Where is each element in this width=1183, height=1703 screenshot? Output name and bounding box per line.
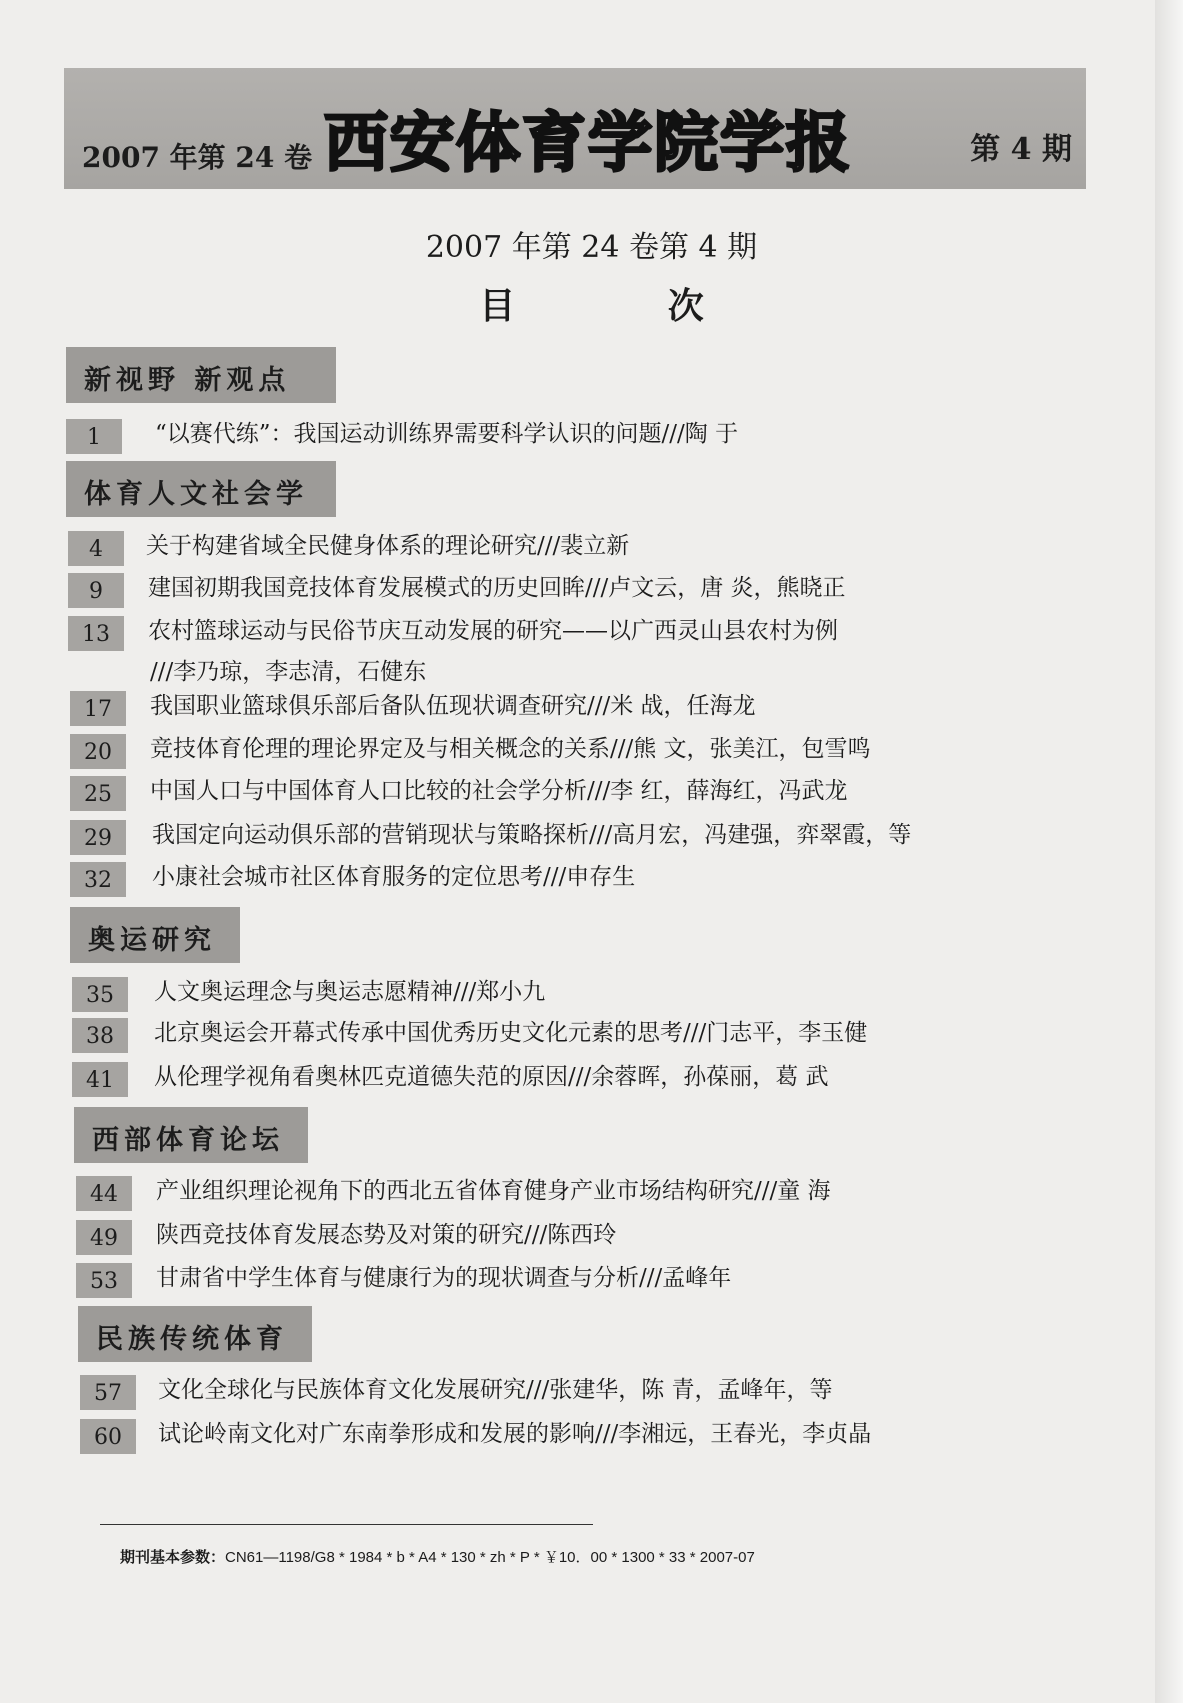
page-number: 17 [70, 691, 126, 726]
journal-title: 西安体育学院学报 [324, 106, 852, 181]
page-number: 41 [72, 1062, 128, 1097]
issue-label: 第 4 期 [970, 132, 1072, 167]
page-number: 9 [68, 573, 124, 608]
toc-entry-link[interactable]: 农村篮球运动与民俗节庆互动发展的研究——以广西灵山县农村为例 [148, 618, 838, 644]
volume-label: 2007 年第 24 卷 [82, 141, 313, 174]
footnote-rule [100, 1524, 593, 1525]
toc-entry-link[interactable]: 陕西竞技体育发展态势及对策的研究///陈西玲 [156, 1222, 617, 1248]
section-header [66, 461, 336, 517]
toc-entry-link[interactable]: “以赛代练”：我国运动训练界需要科学认识的问题///陶 于 [155, 421, 739, 447]
page-number: 57 [80, 1375, 136, 1410]
toc-entry-link[interactable]: 建国初期我国竞技体育发展模式的历史回眸///卢文云，唐 炎，熊晓正 [148, 575, 846, 601]
page-number: 4 [68, 531, 124, 566]
section-header [70, 907, 240, 963]
toc-entry-link[interactable]: 北京奥运会开幕式传承中国优秀历史文化元素的思考///门志平，李玉健 [154, 1020, 868, 1046]
section-header [66, 347, 336, 403]
section-label: 新视野 新观点 [84, 365, 291, 396]
parameters-value: CN61—1198/G8 * 1984 * b * A4 * 130 * zh * P * ￥10．00 * 1300 * 33 * 2007-07 [225, 1549, 755, 1566]
section-label: 西部体育论坛 [92, 1125, 284, 1156]
toc-entry-link[interactable]: 人文奥运理念与奥运志愿精神///郑小九 [154, 979, 546, 1005]
section-header [78, 1306, 312, 1362]
toc-entry-link[interactable]: 小康社会城市社区体育服务的定位思考///申存生 [152, 864, 636, 890]
page-number: 35 [72, 977, 128, 1012]
section-label: 奥运研究 [88, 925, 216, 956]
section-header [74, 1107, 308, 1163]
page-number: 49 [76, 1220, 132, 1255]
toc-entry-link[interactable]: 文化全球化与民族体育文化发展研究///张建华，陈 青，孟峰年，等 [158, 1377, 833, 1403]
journal-parameters [120, 1546, 755, 1567]
page-number: 44 [76, 1176, 132, 1211]
issue-line: 2007 年第 24 卷第 4 期 [425, 230, 758, 265]
contents-title: 目 次 [479, 285, 774, 327]
parameters-label: 期刊基本参数： [120, 1549, 226, 1566]
toc-entry-link[interactable]: 从伦理学视角看奥林匹克道德失范的原因///余蓉晖，孙葆丽，葛 武 [154, 1064, 829, 1090]
section-label: 体育人文社会学 [84, 479, 308, 510]
page-number: 32 [70, 862, 126, 897]
toc-entry-link[interactable]: 竞技体育伦理的理论界定及与相关概念的关系///熊 文，张美江，包雪鸣 [150, 736, 871, 762]
toc-entry-link[interactable]: 甘肃省中学生体育与健康行为的现状调查与分析///孟峰年 [156, 1265, 732, 1291]
toc-entry-link[interactable]: 关于构建省域全民健身体系的理论研究///裴立新 [146, 533, 630, 559]
toc-entry-link[interactable]: 我国职业篮球俱乐部后备队伍现状调查研究///米 战，任海龙 [150, 693, 756, 719]
page-number: 29 [70, 820, 126, 855]
page-number: 20 [70, 734, 126, 769]
page-number: 38 [72, 1018, 128, 1053]
page-number: 53 [76, 1263, 132, 1298]
page-number: 60 [80, 1419, 136, 1454]
section-label: 民族传统体育 [96, 1324, 288, 1355]
page-number: 25 [70, 776, 126, 811]
masthead-banner [64, 68, 1086, 189]
page-number: 13 [68, 616, 124, 651]
toc-entry-link[interactable]: 中国人口与中国体育人口比较的社会学分析///李 红，薛海红，冯武龙 [150, 778, 848, 804]
toc-entry-link[interactable]: 我国定向运动俱乐部的营销现状与策略探析///高月宏，冯建强，弈翠霞，等 [152, 822, 912, 848]
toc-entry-link[interactable]: 产业组织理论视角下的西北五省体育健身产业市场结构研究///童 海 [156, 1178, 831, 1204]
toc-entry-authors: ///李乃琼，李志清，石健东 [150, 659, 427, 685]
toc-entry-link[interactable]: 试论岭南文化对广东南拳形成和发展的影响///李湘远，王春光，李贞晶 [158, 1421, 872, 1447]
page-number: 1 [66, 419, 122, 454]
